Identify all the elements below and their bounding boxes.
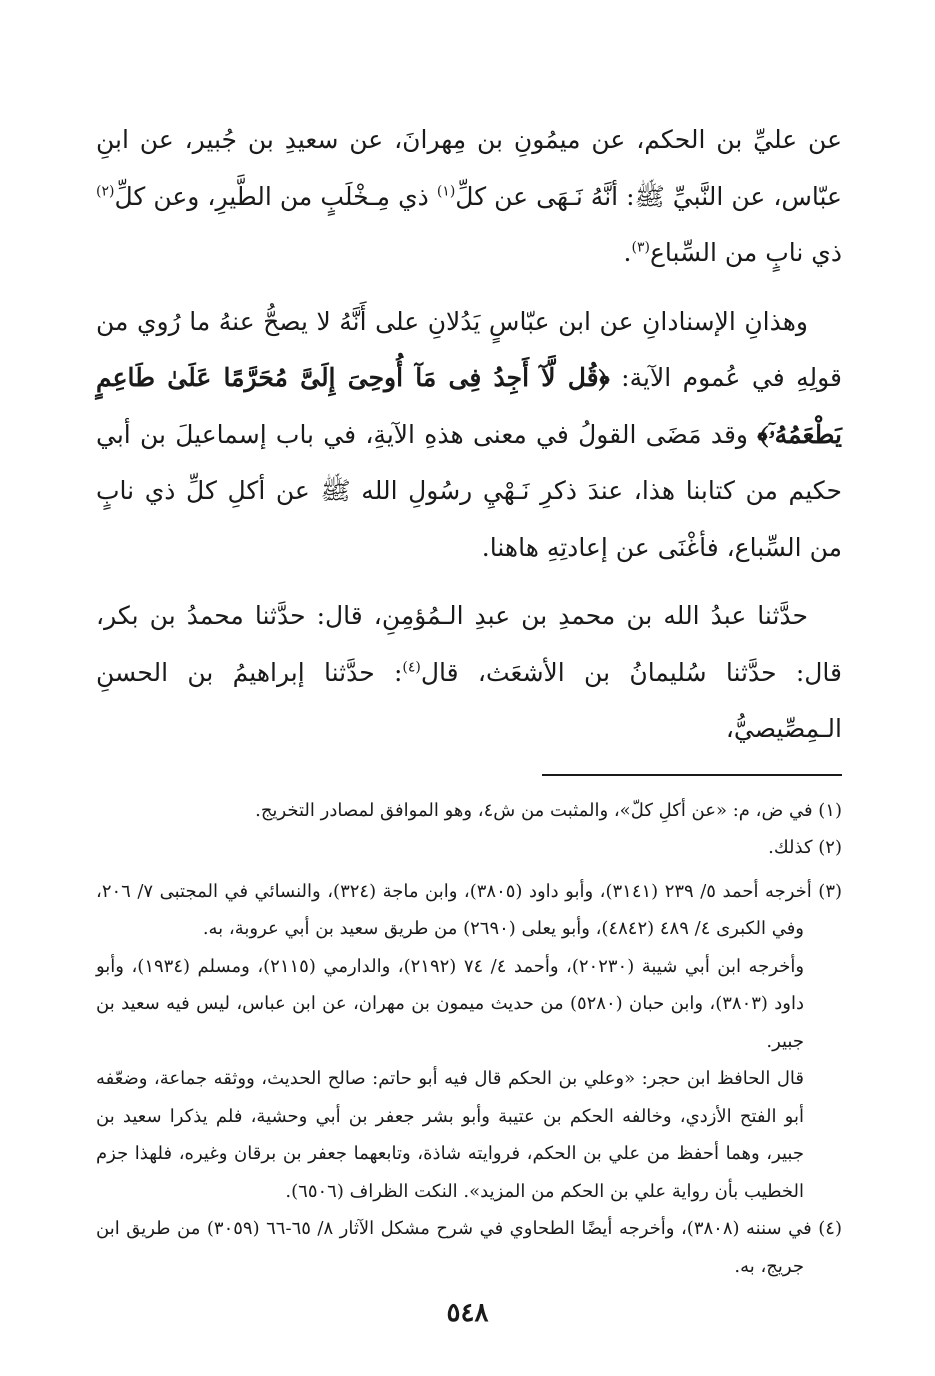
footnote-3: (٣) أخرجه أحمد ٥/ ٢٣٩ (٣١٤١)، وأبو داود (٣٨٠٥)، وابن ماجة (٣٢٤)، والنسائي في المجتبى ٧/ ٢٠٦، وفي الكبرى ٤/ ٤٨٩ (٤٨٤٢)، وأبو يعلى (٢٦٩٠) من طريق سعيد بن أبي عروبة، به. <box>96 880 843 939</box>
footnote-ref-1: (١) <box>436 183 456 200</box>
footnote-divider <box>542 774 842 776</box>
footnote-4: (٤) في سننه (٣٨٠٨)، وأخرجه أيضًا الطحاوي في شرح مشكل الآثار ٨/ ٦٥-٦٦ (٣٠٥٩) من طريق ابن جريج، به. <box>96 1218 842 1277</box>
footnote-1: (١) في ض، م: «عن أكلِ كلّ»، والمثبت من ش٤، وهو الموافق لمصادر التخريج. <box>255 799 842 821</box>
page-body <box>96 112 842 1285</box>
paragraph-1-close: . <box>623 238 632 267</box>
paragraph-1 <box>96 112 842 282</box>
main-text <box>96 112 842 758</box>
footnotes <box>96 792 842 1286</box>
footnote-ref-4: (٤) <box>402 659 421 676</box>
paragraph-1-text: عن عليِّ بن الحكم، عن ميمُونِ بن مِهرانَ، عن سعيدِ بن جُبير، عن ابنِ عبّاس، عن النَّبيِّ ﷺ: أنَّهُ نَـهَى عن كلِّ <box>96 125 842 211</box>
paragraph-1-middle: ذي مِـخْلَبٍ من الطَّيرِ، وعن كلِّ <box>114 181 437 211</box>
paragraph-3-end: : حدَّثنا إبراهيمُ بن الحسنِ الـمِصِّيصيُّ، <box>96 657 842 743</box>
paragraph-2-text: وهذانِ الإسنادانِ عن ابن عبّاسٍ يَدُلانِ على أَنَّهُ لا يصحُّ عنهُ ما رُوي من قولِهِ في عُموم الآية: <box>96 306 842 392</box>
footnote-3-continuation: وأخرجه ابن أبي شيبة (٢٠٢٣٠)، وأحمد ٤/ ٧٤ (٢١٩٢)، والدارمي (٢١١٥)، ومسلم (١٩٣٤)، وأبو داود (٣٨٠٣)، وابن حبان (٥٢٨٠) من حديث ميمون بن مهران، عن ابن عباس، ليس فيه سعيد بن جبير. <box>96 955 805 1052</box>
footnote-2: (٢) كذلك. <box>768 837 842 858</box>
page-number: ٥٤٨ <box>446 1298 489 1328</box>
paragraph-3-text: حدَّثنا عبدُ الله بن محمدِ بن عبدِ الـمُؤمِنِ، قال: حدَّثنا محمدُ بن بكر، قال: حدَّثنا سُليمانُ بن الأشعَث، قال <box>96 601 842 687</box>
footnote-ref-3: (٣) <box>631 239 650 256</box>
footnote-ref-2: (٢) <box>96 183 115 200</box>
paragraph-2-end: وقد مَضَى القولُ في معنى هذهِ الآيةِ، في باب إسماعيلَ بن أبي حكيم من كتابنا هذا، عندَ ذكرِ نَـهْيِ رسُولِ الله ﷺ عن أكلِ كلِّ ذي نابٍ من السِّباع، فأغْنَى عن إعادتِهِ هاهنا. <box>96 419 842 562</box>
paragraph-2 <box>96 294 842 577</box>
footnote-3-quote: قال الحافظ ابن حجر: «وعلي بن الحكم قال فيه أبو حاتم: صالح الحديث، ووثقه جماعة، وضعّفه أبو الفتح الأزدي، وخالفه الحكم بن عتيبة وأبو بشر جعفر بن أبي وحشية، فلم يذكرا سعيد بن جبير، وهما أحفظ من علي بن الحكم، فروايته شاذة، وتابعهما جعفر بن برقان وغيره، فلهذا جزم الخطيب بأن رواية علي بن الحكم من المزيد». النكت الظراف (٦٥٠٦). <box>96 1068 804 1202</box>
paragraph-1-end: ذي نابٍ من السِّباع <box>649 238 842 267</box>
quran-verse: ﴿قُل لَّآ أَجِدُ فِى مَآ أُوحِىَ إِلَىَّ مُحَرَّمًا عَلَىٰ طَاعِمٍ يَطْعَمُهُۥٓ﴾ <box>96 363 842 449</box>
paragraph-3 <box>96 588 842 758</box>
